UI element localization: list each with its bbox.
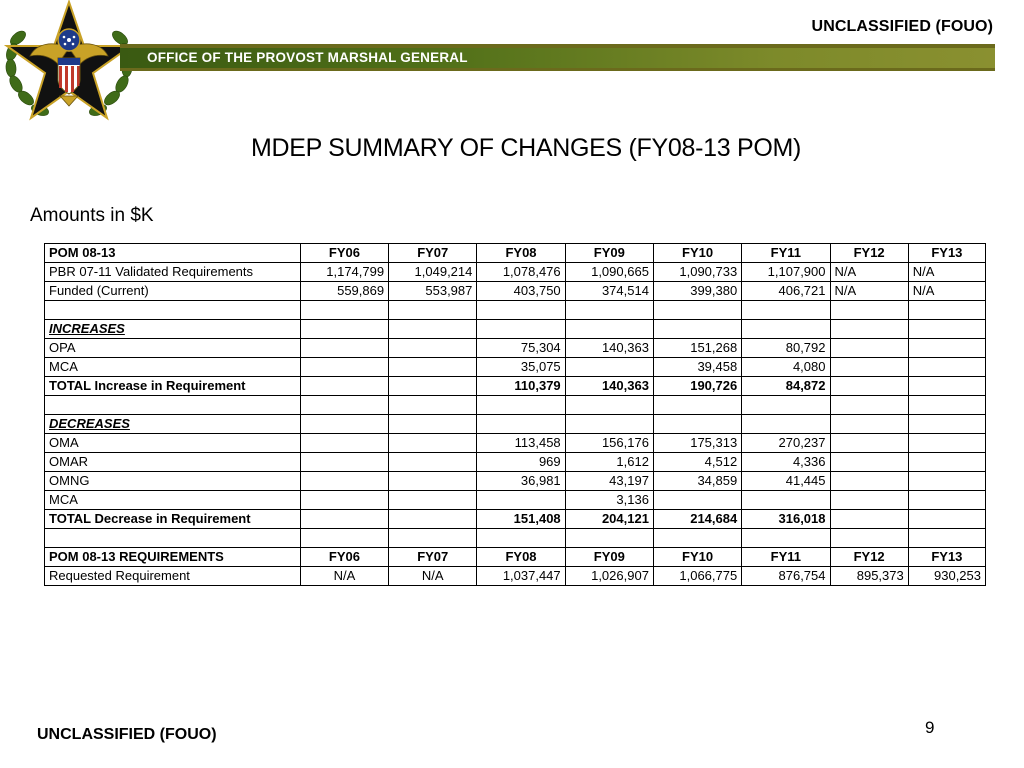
value-cell: 1,066,775 — [653, 567, 741, 586]
row-label-cell: POM 08-13 — [45, 244, 301, 263]
value-cell — [300, 396, 388, 415]
value-cell — [565, 396, 653, 415]
value-cell: 75,304 — [477, 339, 565, 358]
row-label-cell: Requested Requirement — [45, 567, 301, 586]
value-cell — [830, 491, 908, 510]
value-cell — [742, 415, 830, 434]
value-cell — [389, 510, 477, 529]
value-cell — [389, 472, 477, 491]
value-cell — [477, 320, 565, 339]
value-cell: 110,379 — [477, 377, 565, 396]
value-cell — [742, 320, 830, 339]
table-header-row — [45, 244, 986, 263]
value-cell — [300, 510, 388, 529]
table-total-row — [45, 510, 986, 529]
row-label-cell: PBR 07-11 Validated Requirements — [45, 263, 301, 282]
value-cell: FY07 — [389, 244, 477, 263]
organization-banner — [120, 44, 995, 71]
value-cell — [653, 415, 741, 434]
table-blank-row — [45, 396, 986, 415]
value-cell — [908, 453, 985, 472]
value-cell: 4,512 — [653, 453, 741, 472]
row-label-cell — [45, 529, 301, 548]
value-cell: FY10 — [653, 548, 741, 567]
value-cell — [389, 453, 477, 472]
value-cell: 4,080 — [742, 358, 830, 377]
value-cell: 4,336 — [742, 453, 830, 472]
page-number: 9 — [925, 718, 935, 737]
value-cell: FY13 — [908, 548, 985, 567]
page-title: MDEP SUMMARY OF CHANGES (FY08-13 POM) — [250, 134, 802, 162]
value-cell: 113,458 — [477, 434, 565, 453]
value-cell — [908, 415, 985, 434]
value-cell — [389, 491, 477, 510]
organization-name: OFFICE OF THE PROVOST MARSHAL GENERAL — [147, 50, 468, 65]
table-section-row — [45, 415, 986, 434]
value-cell — [742, 301, 830, 320]
value-cell — [300, 529, 388, 548]
value-cell: 969 — [477, 453, 565, 472]
table-row — [45, 567, 986, 586]
value-cell — [908, 339, 985, 358]
banner-stripe-bottom — [120, 68, 995, 71]
value-cell: 204,121 — [565, 510, 653, 529]
value-cell: FY08 — [477, 548, 565, 567]
value-cell — [565, 301, 653, 320]
value-cell: 1,090,665 — [565, 263, 653, 282]
row-label-cell: MCA — [45, 491, 301, 510]
value-cell: 39,458 — [653, 358, 741, 377]
value-cell — [830, 320, 908, 339]
value-cell — [908, 529, 985, 548]
value-cell: FY11 — [742, 548, 830, 567]
value-cell — [742, 491, 830, 510]
value-cell — [300, 434, 388, 453]
value-cell — [477, 491, 565, 510]
value-cell — [477, 415, 565, 434]
value-cell — [830, 529, 908, 548]
value-cell — [908, 320, 985, 339]
value-cell: 895,373 — [830, 567, 908, 586]
value-cell — [830, 358, 908, 377]
value-cell — [653, 320, 741, 339]
value-cell — [830, 510, 908, 529]
value-cell — [389, 396, 477, 415]
value-cell: 34,859 — [653, 472, 741, 491]
table-subheader-row — [45, 548, 986, 567]
table-row — [45, 453, 986, 472]
value-cell: 36,981 — [477, 472, 565, 491]
value-cell — [389, 377, 477, 396]
value-cell — [300, 377, 388, 396]
value-cell: 1,078,476 — [477, 263, 565, 282]
value-cell: 1,090,733 — [653, 263, 741, 282]
value-cell: 374,514 — [565, 282, 653, 301]
value-cell: FY12 — [830, 244, 908, 263]
value-cell — [653, 491, 741, 510]
value-cell: 1,049,214 — [389, 263, 477, 282]
value-cell: FY09 — [565, 244, 653, 263]
value-cell — [389, 301, 477, 320]
value-cell — [389, 434, 477, 453]
table-row — [45, 263, 986, 282]
value-cell: 35,075 — [477, 358, 565, 377]
value-cell — [300, 358, 388, 377]
value-cell — [908, 510, 985, 529]
value-cell: 151,268 — [653, 339, 741, 358]
value-cell — [830, 434, 908, 453]
table-row — [45, 358, 986, 377]
value-cell — [908, 377, 985, 396]
row-label-cell: MCA — [45, 358, 301, 377]
value-cell — [300, 301, 388, 320]
value-cell: N/A — [908, 282, 985, 301]
table-row — [45, 491, 986, 510]
value-cell — [908, 491, 985, 510]
value-cell: FY07 — [389, 548, 477, 567]
value-cell — [908, 472, 985, 491]
value-cell: 1,026,907 — [565, 567, 653, 586]
value-cell — [653, 301, 741, 320]
value-cell: FY12 — [830, 548, 908, 567]
value-cell — [389, 339, 477, 358]
value-cell — [908, 301, 985, 320]
value-cell — [908, 396, 985, 415]
value-cell — [830, 301, 908, 320]
value-cell: N/A — [908, 263, 985, 282]
value-cell: 214,684 — [653, 510, 741, 529]
header-classification: UNCLASSIFIED (FOUO) — [811, 18, 993, 35]
value-cell — [477, 301, 565, 320]
value-cell: 559,869 — [300, 282, 388, 301]
value-cell — [300, 415, 388, 434]
value-cell: 270,237 — [742, 434, 830, 453]
row-label-cell: OPA — [45, 339, 301, 358]
value-cell: 43,197 — [565, 472, 653, 491]
value-cell: 1,107,900 — [742, 263, 830, 282]
value-cell — [830, 472, 908, 491]
value-cell: 1,037,447 — [477, 567, 565, 586]
mdep-summary-table — [44, 243, 986, 586]
value-cell — [565, 415, 653, 434]
value-cell: 553,987 — [389, 282, 477, 301]
row-label-cell: Funded (Current) — [45, 282, 301, 301]
value-cell — [389, 529, 477, 548]
value-cell: 406,721 — [742, 282, 830, 301]
table-blank-row — [45, 301, 986, 320]
value-cell — [300, 491, 388, 510]
value-cell — [300, 472, 388, 491]
value-cell: FY06 — [300, 548, 388, 567]
value-cell — [830, 339, 908, 358]
value-cell: 140,363 — [565, 339, 653, 358]
table-row — [45, 472, 986, 491]
value-cell — [742, 396, 830, 415]
value-cell — [300, 339, 388, 358]
value-cell — [830, 396, 908, 415]
row-label-cell — [45, 301, 301, 320]
value-cell: N/A — [389, 567, 477, 586]
table-blank-row — [45, 529, 986, 548]
value-cell: 41,445 — [742, 472, 830, 491]
value-cell: 156,176 — [565, 434, 653, 453]
value-cell — [830, 377, 908, 396]
value-cell — [742, 529, 830, 548]
value-cell: 190,726 — [653, 377, 741, 396]
table-row — [45, 434, 986, 453]
value-cell: FY06 — [300, 244, 388, 263]
table-total-row — [45, 377, 986, 396]
value-cell: 151,408 — [477, 510, 565, 529]
value-cell — [565, 358, 653, 377]
value-cell: 399,380 — [653, 282, 741, 301]
footer-classification: UNCLASSIFIED (FOUO) — [37, 726, 217, 743]
row-label-cell — [45, 396, 301, 415]
value-cell: 3,136 — [565, 491, 653, 510]
row-label-cell: OMA — [45, 434, 301, 453]
value-cell: FY10 — [653, 244, 741, 263]
value-cell: 140,363 — [565, 377, 653, 396]
army-star-eagle-emblem-icon — [0, 0, 138, 132]
value-cell: 403,750 — [477, 282, 565, 301]
value-cell — [389, 320, 477, 339]
row-label-cell: POM 08-13 REQUIREMENTS — [45, 548, 301, 567]
units-note: Amounts in $K — [30, 205, 154, 226]
value-cell — [653, 529, 741, 548]
value-cell: 175,313 — [653, 434, 741, 453]
value-cell: 316,018 — [742, 510, 830, 529]
value-cell: N/A — [300, 567, 388, 586]
value-cell: 1,612 — [565, 453, 653, 472]
value-cell: N/A — [830, 263, 908, 282]
value-cell — [389, 415, 477, 434]
row-label-cell: TOTAL Increase in Requirement — [45, 377, 301, 396]
value-cell: 84,872 — [742, 377, 830, 396]
value-cell — [477, 396, 565, 415]
row-label-cell: TOTAL Decrease in Requirement — [45, 510, 301, 529]
value-cell — [565, 529, 653, 548]
value-cell: N/A — [830, 282, 908, 301]
table-section-row — [45, 320, 986, 339]
row-label-cell: INCREASES — [45, 320, 301, 339]
value-cell: 1,174,799 — [300, 263, 388, 282]
value-cell: 930,253 — [908, 567, 985, 586]
value-cell: FY13 — [908, 244, 985, 263]
value-cell — [908, 358, 985, 377]
value-cell — [565, 320, 653, 339]
row-label-cell: DECREASES — [45, 415, 301, 434]
row-label-cell: OMNG — [45, 472, 301, 491]
value-cell: 80,792 — [742, 339, 830, 358]
value-cell — [830, 453, 908, 472]
value-cell — [908, 434, 985, 453]
value-cell — [477, 529, 565, 548]
value-cell: FY09 — [565, 548, 653, 567]
table-row — [45, 282, 986, 301]
value-cell — [300, 320, 388, 339]
value-cell: FY08 — [477, 244, 565, 263]
value-cell — [830, 415, 908, 434]
value-cell: 876,754 — [742, 567, 830, 586]
table-row — [45, 339, 986, 358]
value-cell: FY11 — [742, 244, 830, 263]
value-cell — [653, 396, 741, 415]
value-cell — [300, 453, 388, 472]
row-label-cell: OMAR — [45, 453, 301, 472]
value-cell — [389, 358, 477, 377]
